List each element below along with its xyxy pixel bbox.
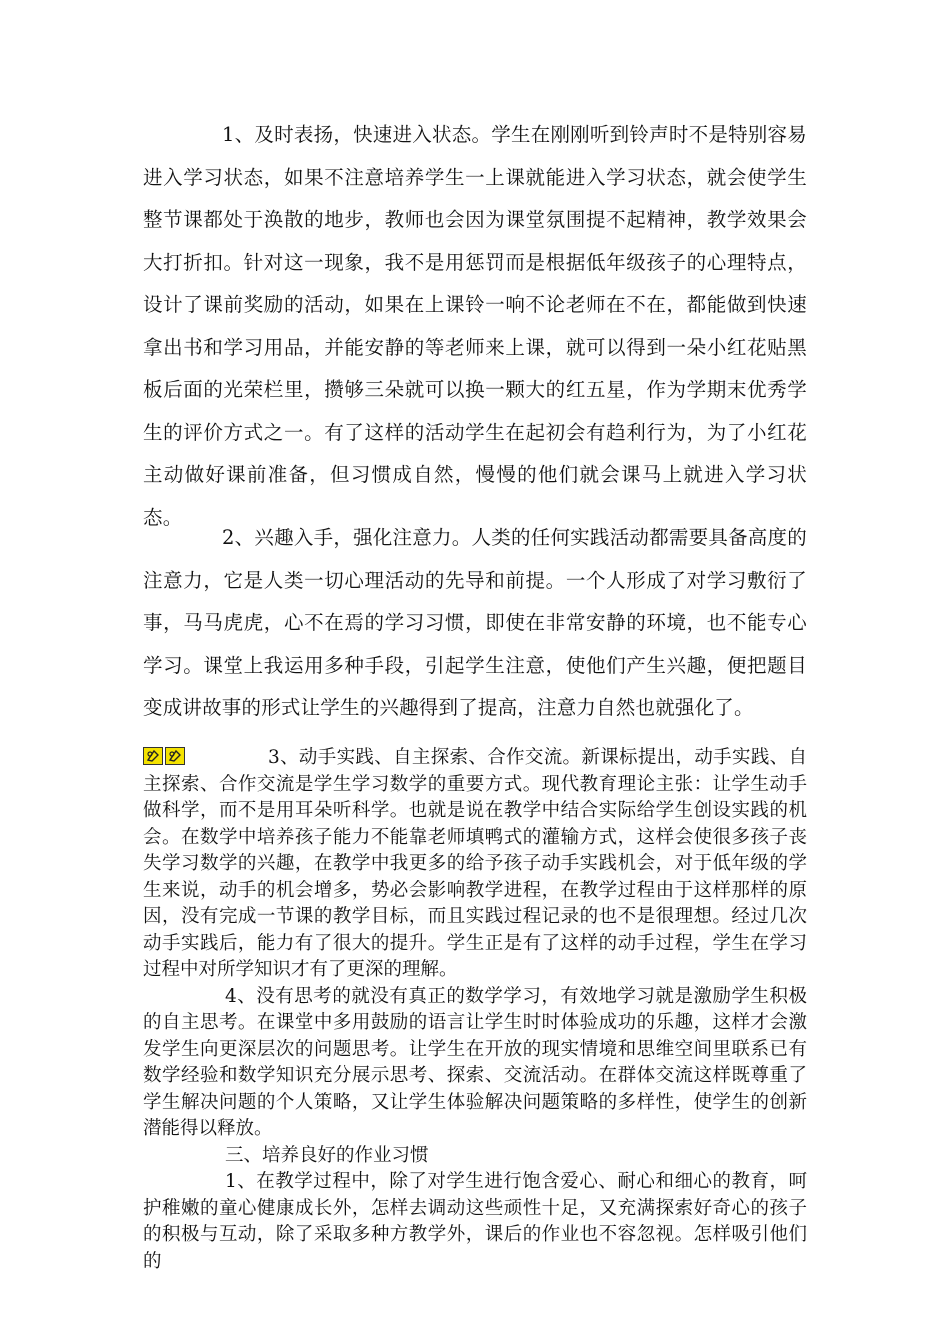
section-heading-3: 三、培养良好的作业习惯 [225,1144,429,1166]
embedded-objects[interactable] [143,745,268,765]
paragraph-3-text: 3、动手实践、自主探索、合作交流。新课标提出，动手实践、自主探索、合作交流是学生学习数学的重要方式。现代教育理论主张：让学生动手做科学，而不是用耳朵听科学。也就是说在教学中结合实际给学生创设实践的机会。在数学中培养孩子能力不能靠老师填鸭式的灌输方式，这样会使很多孩子丧失学习数学的兴趣，在教学中我更多的给予孩子动手实践机会，对于低年级的学生来说，动手的机会增多，势必会影响教学进程，在教学过程由于这样那样的原因，没有完成一节课的教学目标，而且实践过程记录的也不是很理想。经过几次动手实践后，能力有了很大的提升。学生正是有了这样的动手过程，学生在学习过程中对所学知识才有了更深的理解。 [143,747,807,980]
paragraph-4: 4、没有思考的就没有真正的数学学习，有效地学习就是激励学生积极的自主思考。在课堂中多用鼓励的语言让学生时时体验成功的乐趣，这样才会激发学生向更深层次的问题思考。让学生在开放的现实情境和思维空间里联系已有数学经验和数学知识充分展示思考、探索、交流活动。在群体交流这样既尊重了学生解决问题的个人策略，又让学生体验解决问题策略的多样性，使学生的创新潜能得以释放。 [143,985,807,1139]
dense-text-block [143,745,807,1275]
object-icon[interactable] [143,747,163,765]
paragraph-1: 1、及时表扬，快速进入状态。学生在刚刚听到铃声时不是特别容易进入学习状态，如果不注意培养学生一上课就能进入学习状态，就会使学生整节课都处于涣散的地步，教师也会因为课堂氛围提不起精神，教学效果会大打折扣。针对这一现象，我不是用惩罚而是根据低年级孩子的心理特点，设计了课前奖励的活动，如果在上课铃一响不论老师在不在，都能做到快速拿出书和学习用品，并能安静的等老师来上课，就可以得到一朵小红花贴黑板后面的光荣栏里，攒够三朵就可以换一颗大的红五星，作为学期末优秀学生的评价方式之一。有了这样的活动学生在起初会有趋利行为，为了小红花主动做好课前准备，但习惯成自然，慢慢的他们就会课马上就进入学习状态。 [143,123,807,529]
paragraph-5: 1、在教学过程中，除了对学生进行饱含爱心、耐心和细心的教育，呵护稚嫩的童心健康成长外，怎样去调动这些顽性十足，又充满探索好奇心的孩子的积极与互动，除了采取多种方教学外，课后的作业也不容忽视。怎样吸引他们的 [143,1171,807,1272]
object-icon[interactable] [165,747,185,765]
paragraph-2: 2、兴趣入手，强化注意力。人类的任何实践活动都需要具备高度的注意力，它是人类一切心理活动的先导和前提。一个人形成了对学习敷衍了事，马马虎虎，心不在焉的学习习惯，即使在非常安静的环境，也不能专心学习。课堂上我运用多种手段，引起学生注意，使他们产生兴趣，便把题目变成讲故事的形式让学生的兴趣得到了提高，注意力自然也就强化了。 [143,526,807,719]
paragraph-3 [143,745,807,984]
